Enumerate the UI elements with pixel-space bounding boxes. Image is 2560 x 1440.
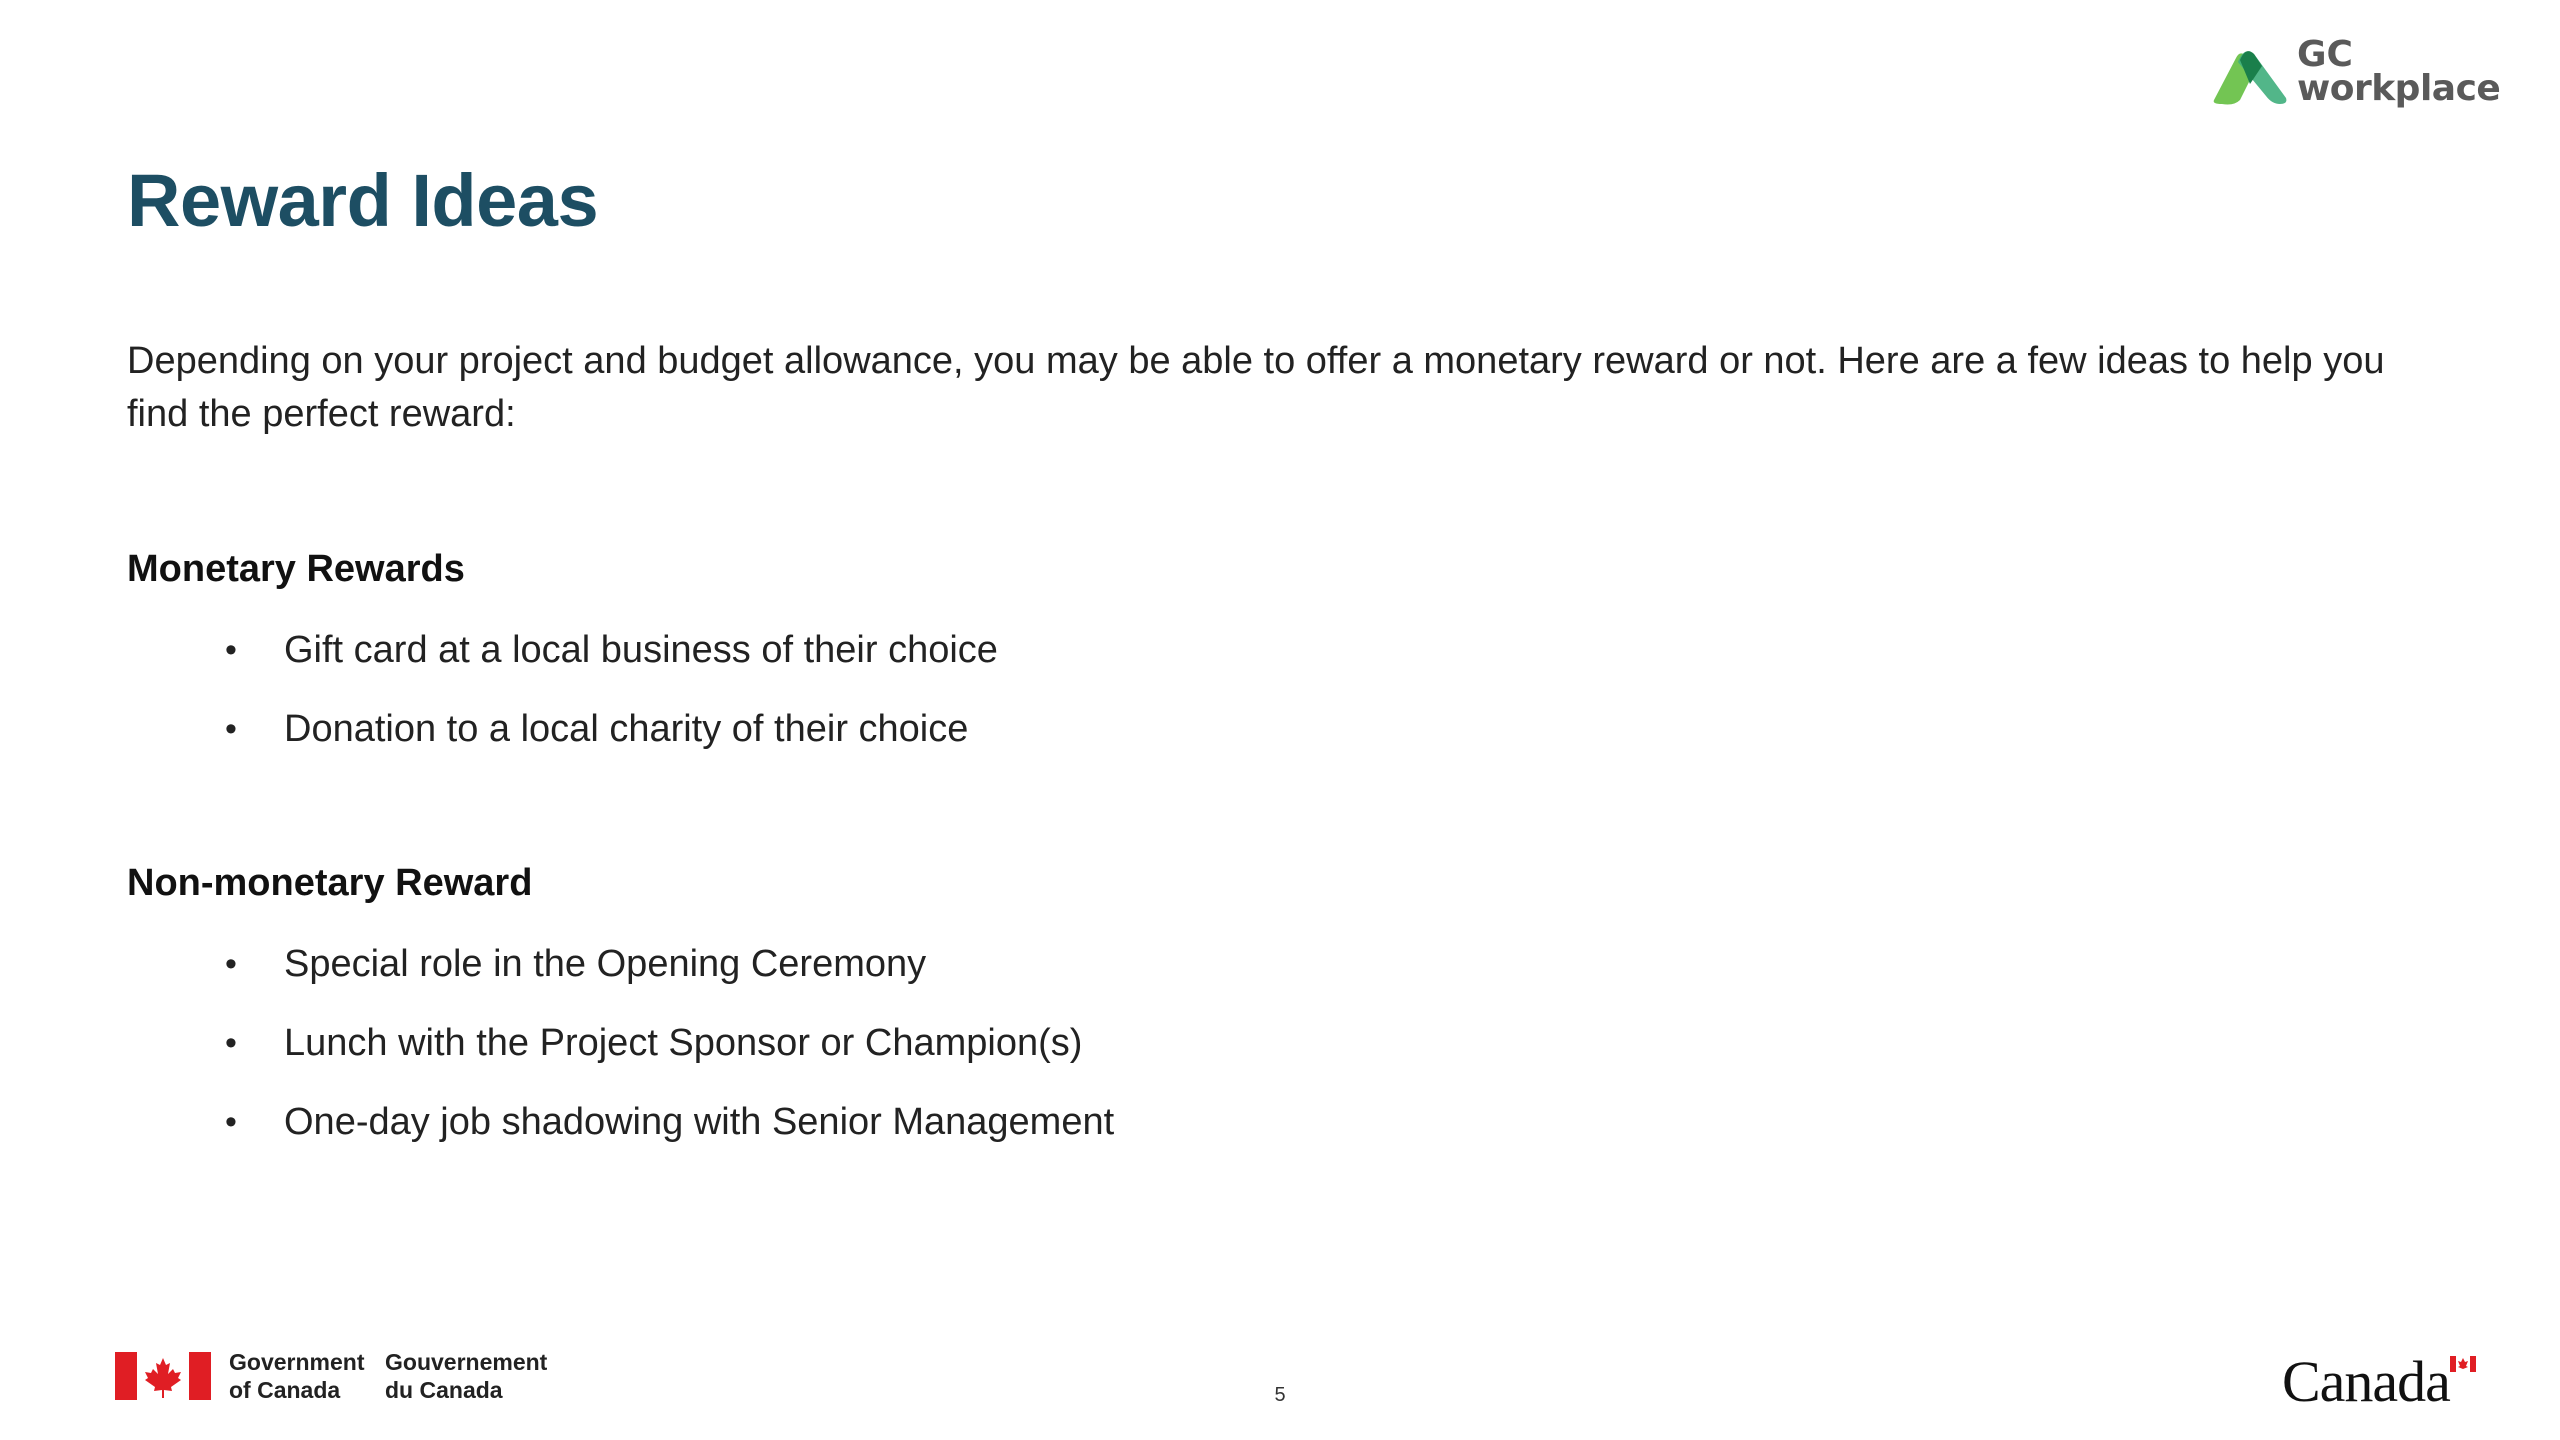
bullet-icon: • — [225, 710, 237, 748]
list-item-text: Donation to a local charity of their choice — [284, 708, 969, 750]
non-monetary-rewards-list — [222, 939, 1114, 1176]
bullet-icon: • — [225, 631, 237, 669]
gc-workplace-logo — [2210, 34, 2501, 116]
bullet-icon: • — [225, 1103, 237, 1141]
list-item — [222, 939, 1114, 1018]
list-item — [222, 1018, 1114, 1097]
government-of-canada-signature — [115, 1348, 565, 1408]
page-number: 5 — [1274, 1384, 1286, 1406]
gc-workplace-logo-icon — [2210, 44, 2290, 106]
goc-fr-line1: Gouvernement — [385, 1349, 548, 1375]
intro-paragraph: Depending on your project and budget allowance, you may be able to offer a monetary reward or not. Here are a few ideas to help you find the perfect reward: — [127, 340, 2385, 435]
list-item — [222, 704, 998, 783]
bullet-icon: • — [225, 1024, 237, 1062]
canada-wordmark-text: Canada — [2282, 1349, 2450, 1414]
wordmark-flag-icon — [2450, 1356, 2476, 1372]
list-item-text: Special role in the Opening Ceremony — [284, 943, 927, 985]
list-item — [222, 1097, 1114, 1176]
goc-fr-line2: du Canada — [385, 1377, 503, 1403]
canada-flag-icon — [115, 1352, 211, 1400]
list-item — [222, 625, 998, 704]
list-item-text: Lunch with the Project Sponsor or Champion(s) — [284, 1022, 1083, 1064]
logo-line-gc: GC — [2297, 34, 2353, 75]
list-item-text: Gift card at a local business of their choice — [284, 629, 998, 671]
logo-line-workplace: workplace — [2297, 68, 2501, 109]
list-item-text: One-day job shadowing with Senior Management — [284, 1101, 1115, 1143]
page-title: Reward Ideas — [127, 159, 599, 242]
canada-wordmark — [2282, 1349, 2482, 1414]
goc-en-line1: Government — [229, 1349, 365, 1375]
gc-workplace-logo-text — [2297, 34, 2501, 109]
section-heading-monetary: Monetary Rewards — [127, 548, 465, 590]
goc-french-text — [385, 1348, 547, 1404]
monetary-rewards-list — [222, 625, 998, 783]
goc-en-line2: of Canada — [229, 1377, 341, 1403]
section-heading-non-monetary: Non-monetary Reward — [127, 862, 533, 904]
goc-english-text — [229, 1348, 364, 1404]
bullet-icon: • — [225, 945, 237, 983]
